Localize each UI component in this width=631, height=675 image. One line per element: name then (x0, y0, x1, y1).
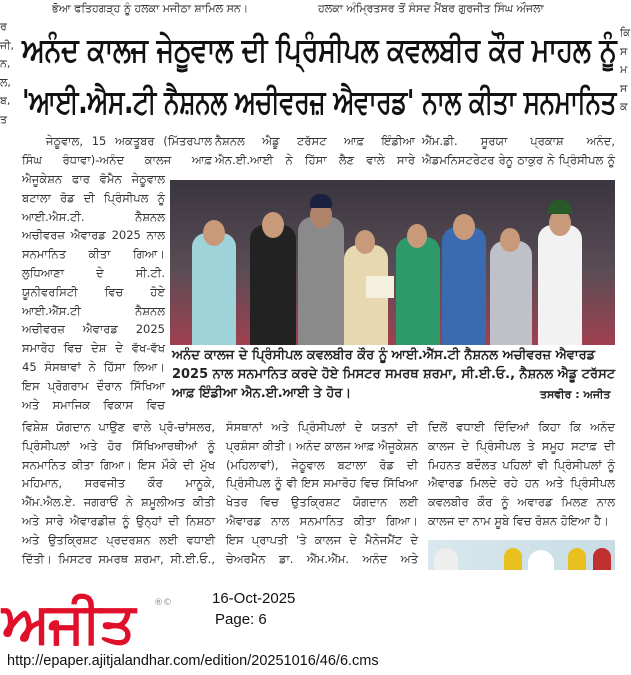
text-line: ਤ (0, 112, 8, 126)
text-line: ਕ (620, 100, 628, 114)
text-line: ਲ, (0, 75, 11, 89)
lead-segment: ਐੱਮ.ਡੀ. ਸੂਰਯਾ ਪ੍ਰਕਾਸ਼ ਅਨੰਦ, (422, 134, 615, 148)
text-line: ਸ (620, 44, 628, 58)
text-line: ਐਵਾਰਡ ਮਿਲਦੇ ਰਹੇ ਹਨ ਅਤੇ ਪ੍ਰਿੰਸੀਪਲ (428, 476, 615, 491)
text-line: ਚੇਅਰਮੈਨ ਡਾ. ਐੱਮ.ਐੱਮ. ਅਨੰਦ ਅਤੇ (226, 551, 418, 566)
text-line: ਐੱਮ.ਐਲ.ਏ. ਜਗਰਾਓਂ ਨੇ ਸ਼ਮੂਲੀਅਤ ਕੀਤੀ (22, 495, 215, 510)
text-line: ਕਾਲਜ ਦਾ ਨਾਮ ਸੂਬੇ ਵਿਚ ਰੋਸ਼ਨ ਹੋਇਆ ਹੈ। (428, 513, 609, 528)
lead-segment: ਨੈਸ਼ਨਲ ਐਡੂ ਟਰੱਸਟ ਆਫ਼ ਇੰਡੀਆ (215, 134, 415, 148)
text-line: ਮਿਹਨਤ ਬਦੌਲਤ ਪਹਿਲਾਂ ਵੀ ਪ੍ਰਿੰਸੀਪਲਾਂ ਨੂੰ (428, 457, 615, 472)
text-line: ਪ੍ਰਿੰਸੀਪਲ ਨੂੰ ਵੀ ਇਸ ਸਮਾਰੋਹ ਵਿਚ ਸਿੱਖਿਆ (226, 476, 418, 491)
text-line: ਕਵਲਬੀਰ ਕੌਰ ਨੂੰ ਅਵਾਰਡ ਮਿਲਣ ਨਾਲ (428, 495, 615, 510)
article-column-2 (226, 418, 418, 568)
text-line: 2025 ਨਾਲ ਸਨਮਾਨਿਤ ਕਰਦੇ ਹੋਏ ਮਿਸਟਰ ਸਮਰਥ ਸ਼ਰਮਾ, ਸੀ.ਈ.ਓ., ਨੈਸ਼ਨਲ ਐਡੂ ਟਰੱਸਟ (172, 367, 616, 382)
logo-registered-marks: ®© (154, 598, 172, 608)
text-line: ਅਨੰਦ ਕਾਲਜ ਦੇ ਪ੍ਰਿੰਸੀਪਲ ਕਵਲਬੀਰ ਕੌਰ ਨੂੰ ਆਈ.ਐੱਸ.ਟੀ ਨੈਸ਼ਨਲ ਅਚੀਵਰਜ਼ ਐਵਾਰਡ (172, 348, 596, 363)
text-line: ਸੰਸਥਾਨਾਂ ਅਤੇ ਪ੍ਰਿੰਸੀਪਲਾਂ ਦੇ ਯਤਨਾਂ ਦੀ (226, 420, 418, 434)
lead-line (22, 132, 615, 151)
text-line: ਵਿਸ਼ੇਸ਼ ਯੋਗਦਾਨ ਪਾਉਣ ਵਾਲੇ ਪ੍ਰੋ-ਚਾਂਸਲਰ, (22, 420, 215, 434)
text-line: 45 ਸੰਸਥਾਵਾਂ ਨੇ ਹਿੱਸਾ ਲਿਆ। (22, 359, 165, 374)
text-line: ਐਵਾਰਡ ਨਾਲ ਸਨਮਾਨਿਤ ਕੀਤਾ ਗਿਆ। (226, 513, 418, 528)
text-line: ਕਾਲਜ ਦੇ ਪ੍ਰਿੰਸੀਪਲ ਤੇ ਸਮੂਹ ਸਟਾਫ਼ ਦੀ (428, 438, 615, 453)
left-edge-column (0, 18, 17, 130)
text-line: ਖੇਤਰ ਵਿਚ ਉਤਕ੍ਰਿਸ਼ਟ ਯੋਗਦਾਨ ਲਈ (226, 495, 418, 510)
article-column-1 (22, 418, 215, 568)
text-line: ਅਤੇ ਉਤਕ੍ਰਿਸ਼ਟ ਪ੍ਰਦਰਸ਼ਨ ਲਈ ਵਧਾਈ (22, 532, 215, 547)
text-line: ਆਈ.ਐੱਸ.ਟੀ ਨੈਸ਼ਨਲ (22, 303, 165, 318)
headline-line-1: ਅਨੰਦ ਕਾਲਜ ਜੇਠੂਵਾਲ ਦੀ ਪ੍ਰਿੰਸੀਪਲ ਕਵਲਬੀਰ ਕੌਰ ਮਾਹਲ ਨੂੰ (22, 30, 617, 69)
text-line: ਆਈ.ਐਸ.ਟੀ. ਨੈਸ਼ਨਲ (22, 209, 165, 224)
text-line: ਰ (0, 20, 7, 33)
lead-segment: ਐਡਮਨਿਸਟਰੇਟਰ ਰੇਨੂ ਠਾਕੁਰ ਨੇ ਪ੍ਰਿੰਸੀਪਲ ਨੂੰ (422, 152, 615, 167)
text-line: ਮਹਿਮਾਨ, ਸਰਵਜੀਤ ਕੌਰ ਮਾਨੂਕੇ, (22, 476, 215, 491)
text-line: ਅਚੀਵਰਜ਼ ਐਵਾਰਡ 2025 ਨਾਲ (22, 228, 165, 243)
text-line: ਬ, (0, 94, 11, 108)
text-line: ਅਤੇ ਸਾਰੇ ਐਵਾਰਡੀਜ਼ ਨੂੰ ਉਨ੍ਹਾਂ ਦੀ ਨਿਸ਼ਠਾ (22, 513, 215, 528)
text-line: ਅਚੀਵਰਜ਼ ਐਵਾਰਡ 2025 (22, 322, 165, 337)
text-line: ਪ੍ਰਸ਼ੰਸਾ ਕੀਤੀ। ਅਨੰਦ ਕਾਲਜ ਆਫ਼ ਐਜੂਕੇਸ਼ਨ (226, 438, 418, 453)
headline-line-2: 'ਆਈ.ਐਸ.ਟੀ ਨੈਸ਼ਨਲ ਅਚੀਵਰਜ਼ ਐਵਾਰਡ' ਨਾਲ ਕੀਤਾ ਸਨਮਾਨਿਤ (22, 82, 617, 121)
lead-segment: ਜੇਠੂਵਾਲ, 15 ਅਕਤੂਬਰ (ਮਿੱਤਰਪਾਲ (46, 134, 212, 148)
text-line: ਅਤੇ ਸਮਾਜਿਕ ਵਿਕਾਸ ਵਿਚ (22, 397, 165, 412)
page-number: Page: 6 (215, 611, 267, 628)
text-line: ਬਟਾਲਾ ਰੋਡ ਦੀ ਪ੍ਰਿੰਸੀਪਲ ਨੂੰ (22, 190, 165, 205)
text-line: ਲੁਧਿਆਣਾ ਦੇ ਸੀ.ਟੀ. (22, 265, 165, 280)
ajit-logo: ਅਜੀਤ (2, 590, 134, 656)
text-line: ਯੂਨੀਵਰਸਿਟੀ ਵਿਚ ਹੋਏ (22, 284, 165, 299)
text-line: ਪ੍ਰਿੰਸੀਪਲਾਂ ਅਤੇ ਹੋਰ ਸਿੱਖਿਆਰਥੀਆਂ ਨੂੰ (22, 438, 215, 453)
article-column-1-narrow (22, 170, 165, 414)
text-line: ਕਿ (620, 26, 631, 39)
article-lead (22, 132, 615, 170)
text-line: ਮ (620, 63, 628, 77)
lead-line (22, 151, 615, 170)
text-line: ਇਸ ਪ੍ਰੋਗਰਾਮ ਦੌਰਾਨ ਸਿੱਖਿਆ (22, 378, 165, 393)
text-line: ਇਸ ਪ੍ਰਾਪਤੀ 'ਤੇ ਕਾਲਜ ਦੇ ਮੈਨੇਜਮੈਂਟ ਦੇ (226, 532, 418, 547)
text-line: ਦਿਲੋਂ ਵਧਾਈ ਦਿੰਦਿਆਂ ਕਿਹਾ ਕਿ ਅਨੰਦ (428, 420, 615, 434)
edition-date: 16-Oct-2025 (212, 590, 296, 607)
top-strip-right: ਹਲਕਾ ਅੰਮ੍ਰਿਤਸਰ ਤੋਂ ਸੰਸਦ ਮੈਂਬਰ ਗੁਰਜੀਤ ਸਿੰਘ ਔਜਲਾ (318, 2, 544, 15)
secondary-photo (428, 540, 615, 570)
text-line: ਆਫ਼ ਇੰਡੀਆ ਐਨ.ਈ.ਆਈ ਤੇ ਹੋਰ। (172, 386, 352, 401)
text-line: ਜੀ, (0, 38, 14, 52)
text-line: ਸਮਾਰੋਹ ਵਿਚ ਦੇਸ਼ ਦੇ ਵੱਖ-ਵੱਖ (22, 341, 165, 356)
text-line: ਸ (620, 81, 628, 95)
source-url[interactable]: http://epaper.ajitjalandhar.com/edition/20251016/46/6.cms (7, 653, 379, 669)
text-line: (ਮਹਿਲਾਵਾਂ), ਜੇਠੂਵਾਲ ਬਟਾਲਾ ਰੋਡ ਦੀ (226, 457, 418, 472)
lead-segment: ਸਿੰਘ ਰੰਧਾਵਾ)-ਅਨੰਦ ਕਾਲਜ ਆਫ਼ (22, 152, 212, 167)
text-line: ਸਨਮਾਨਿਤ ਕੀਤਾ ਗਿਆ। (22, 247, 165, 262)
text-line: ਐਜੂਕੇਸ਼ਨ ਫਾਰ ਵੋਮੈਨ ਜੇਠੂਵਾਲ (22, 172, 165, 186)
text-line: ਨ, (0, 57, 11, 71)
text-line: ਸਨਮਾਨਿਤ ਕੀਤਾ ਗਿਆ। ਇਸ ਮੌਕੇ ਦੀ ਮੁੱਖ (22, 457, 215, 472)
top-strip-left: ਭੋਆ ਫਤਿਹਗੜ੍ਹ ਨੂੰ ਹਲਕਾ ਮਜੀਠਾ ਸ਼ਾਮਿਲ ਸਨ। (52, 2, 249, 15)
lead-segment: ਐਨ.ਈ.ਆਈ ਨੇ ਹਿੱਸਾ ਲੈਣ ਵਾਲੇ ਸਾਰੇ (215, 152, 415, 167)
award-ceremony-photo (170, 180, 615, 345)
photo-credit: ਤਸਵੀਰ : ਅਜੀਤ (540, 388, 611, 401)
text-line: ਦਿੱਤੀ। ਮਿਸਟਰ ਸਮਰਥ ਸ਼ਰਮਾ, ਸੀ.ਈ.ਓ., (22, 551, 215, 566)
right-edge-column (620, 24, 630, 117)
article-column-3 (428, 418, 615, 531)
